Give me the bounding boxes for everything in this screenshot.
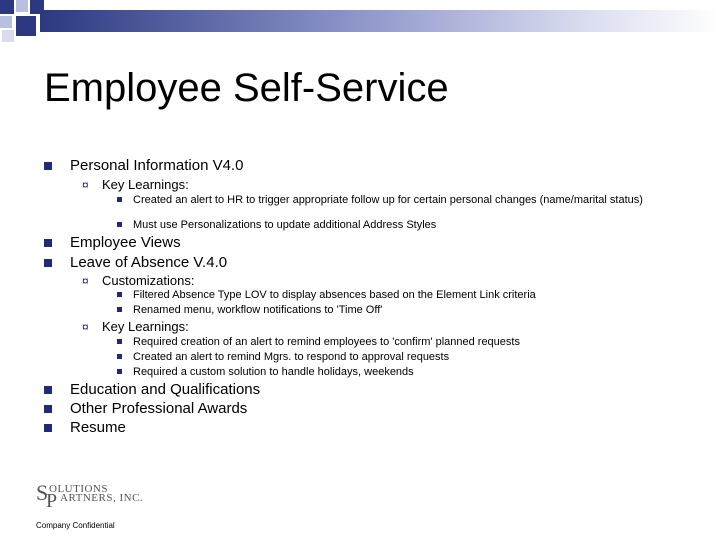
header-band — [40, 10, 720, 32]
item-learning: Created an alert to HR to trigger appropriate follow up for certain personal changes (name/marital status) — [133, 194, 643, 206]
bullet-square-icon — [117, 369, 122, 374]
item-employee-views: Employee Views — [70, 234, 181, 251]
item-education: Education and Qualifications — [70, 381, 261, 398]
item-customization: Renamed menu, workflow notifications to 'Time Off' — [133, 304, 383, 316]
item-learning: Required a custom solution to handle holidays, weekends — [133, 366, 414, 378]
logo-letter: P — [46, 490, 58, 512]
bullet-ring-icon: ¤ — [82, 274, 89, 288]
bullet-square-icon — [44, 424, 52, 432]
bullet-ring-icon: ¤ — [82, 178, 89, 192]
item-leave-of-absence: Leave of Absence V.4.0 — [70, 254, 228, 271]
bullet-square-icon — [117, 339, 122, 344]
corner-square — [2, 30, 14, 42]
item-key-learnings: Key Learnings: — [102, 177, 189, 192]
item-learning: Required creation of an alert to remind employees to 'confirm' planned requests — [133, 336, 520, 348]
footer-confidential: Company Confidential — [36, 521, 115, 530]
bullet-square-icon — [44, 259, 52, 267]
bullet-square-icon — [117, 354, 122, 359]
item-resume: Resume — [70, 419, 126, 436]
item-key-learnings: Key Learnings: — [102, 319, 189, 334]
corner-square — [30, 0, 44, 14]
bullet-square-icon — [44, 239, 52, 247]
bullet-square-icon — [44, 405, 52, 413]
bullet-square-icon — [117, 307, 122, 312]
bullet-square-icon — [117, 292, 122, 297]
item-learning: Must use Personalizations to update additional Address Styles — [133, 219, 437, 231]
item-personal-information: Personal Information V4.0 — [70, 157, 244, 174]
bullet-square-icon — [44, 386, 52, 394]
corner-square — [0, 16, 12, 28]
item-customizations: Customizations: — [102, 273, 195, 288]
logo-text: ARTNERS, INC. — [60, 492, 144, 504]
bullet-square-icon — [117, 197, 122, 202]
item-awards: Other Professional Awards — [70, 400, 248, 417]
page-title: Employee Self-Service — [44, 66, 449, 110]
logo-text: OLUTIONS — [49, 483, 108, 495]
company-logo — [36, 480, 156, 512]
corner-square — [16, 0, 28, 12]
bullet-ring-icon: ¤ — [82, 320, 89, 334]
item-learning: Created an alert to remind Mgrs. to respond to approval requests — [133, 351, 450, 363]
corner-square — [0, 0, 14, 14]
bullet-square-icon — [44, 162, 52, 170]
corner-square — [16, 16, 36, 36]
logo-letter: S — [36, 480, 49, 505]
bullet-square-icon — [117, 222, 122, 227]
item-customization: Filtered Absence Type LOV to display absences based on the Element Link criteria — [133, 289, 536, 301]
